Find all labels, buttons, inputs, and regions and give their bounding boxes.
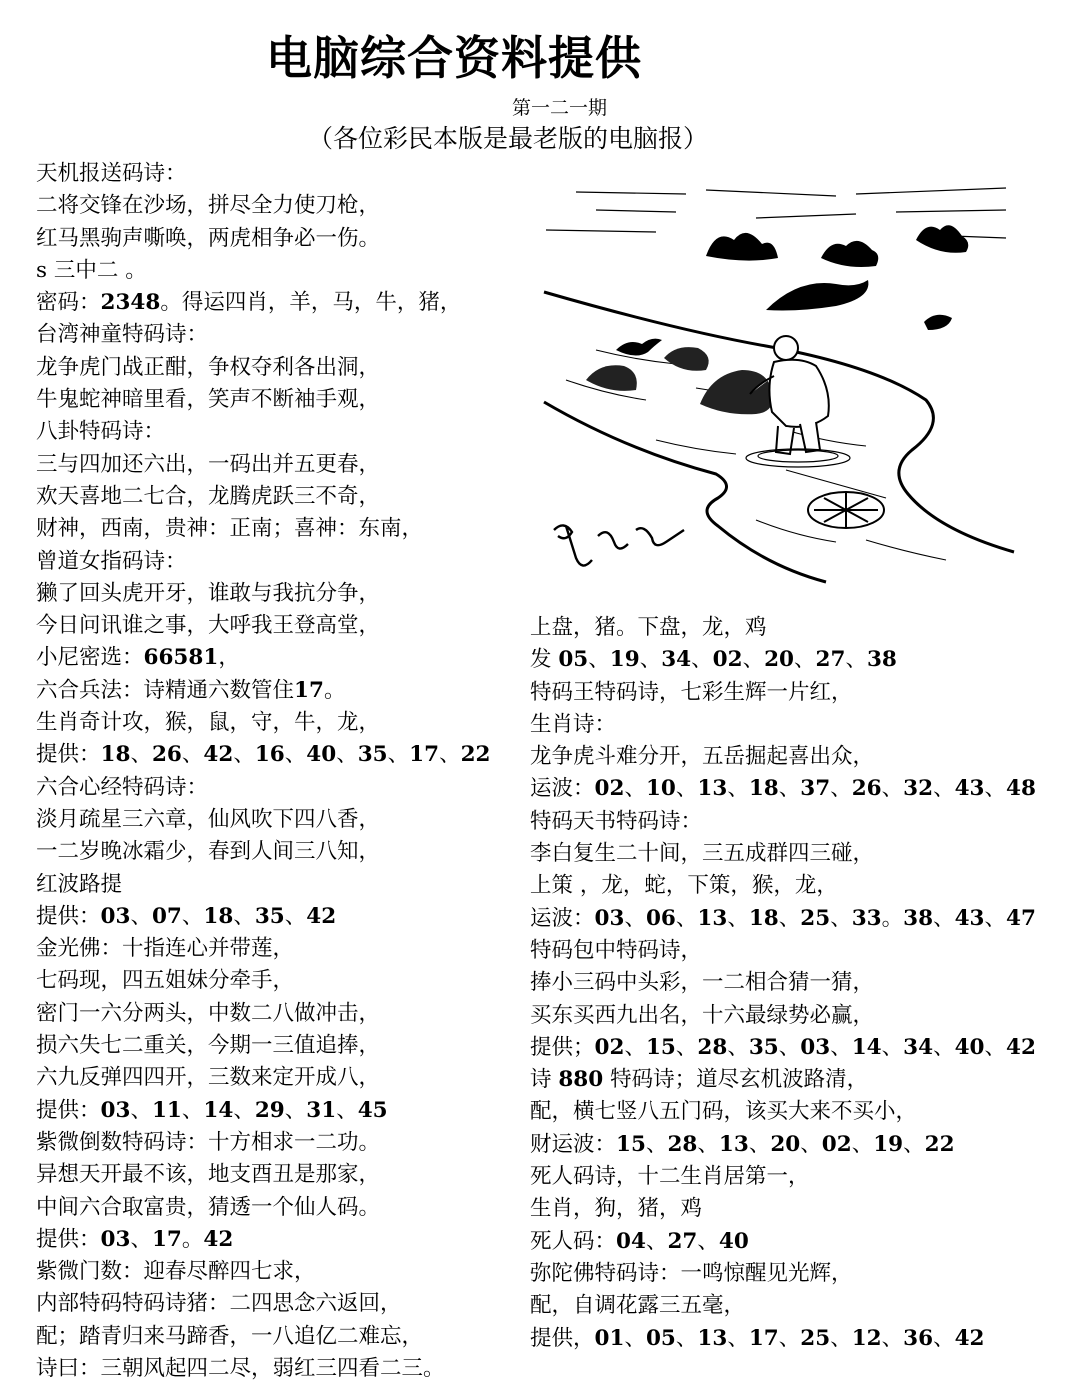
text-line: 红波路提 — [36, 871, 123, 897]
text-line: 特码包中特码诗， — [530, 937, 703, 963]
text-line: 上盘，猪。下盘，龙，鸡 — [530, 615, 767, 640]
text-line: 天机报送码诗： — [36, 161, 187, 186]
text-line: 买东买西九出名，十六最绿势必赢， — [530, 1002, 875, 1028]
text-line: 淡月疏星三六章，仙风吹下四八香， — [36, 806, 381, 832]
text-line: 六合心经特码诗： — [36, 774, 209, 800]
text-line: 发 05、19、34、02、20、27、38 — [530, 647, 897, 673]
text-line: 提供：03、07、18、35、42 — [36, 903, 337, 929]
text-line: 生肖，狗，猪，鸡 — [530, 1196, 703, 1222]
river-rocks — [586, 347, 773, 414]
text-line: 台湾神童特码诗： — [36, 322, 209, 348]
text-line: 内部特码特码诗猪：二四思念六返回， — [36, 1291, 402, 1317]
text-line: 上策 ，龙，蛇，下策，猴，龙， — [530, 873, 838, 899]
text-line: 中间六合取富贵，猜透一个仙人码。 — [36, 1194, 381, 1220]
text-line: 配，自调花露三五毫， — [530, 1293, 746, 1319]
text-line: 生肖诗： — [530, 711, 617, 737]
duck — [616, 339, 662, 356]
text-line: 今日问讯谁之事，大呼我王登高堂， — [36, 613, 381, 639]
text-line: 提供：18、26、42、16、40、35、17、22 — [36, 742, 491, 768]
left-text-column — [36, 158, 491, 1385]
signature — [554, 525, 684, 565]
rock-mound-2 — [924, 315, 952, 330]
text-line: 提供，01、05、13、17、25、12、36、42 — [530, 1325, 985, 1351]
text-line: 二将交锋在沙场，拼尽全力使刀枪， — [36, 193, 381, 219]
text-line: 欢天喜地二七合，龙腾虎跃三不奇， — [36, 483, 381, 509]
text-line: 诗 880 特码诗；道尽玄机波路清， — [530, 1067, 869, 1093]
fisherman-ripples — [746, 449, 850, 467]
text-line: 损六失七二重关，今期一三值追捧， — [36, 1033, 381, 1059]
text-line: 特码天书特码诗： — [530, 808, 703, 834]
text-line: 小尼密选：66581， — [36, 645, 240, 671]
page-title: 电脑综合资料提供 — [266, 31, 642, 85]
text-line: 李白复生二十间，三五成群四三碰， — [530, 841, 875, 867]
river-cartoon-illustration — [536, 180, 1016, 585]
issue-number: 第一二一期 — [512, 97, 608, 119]
text-line: 弥陀佛特码诗：一鸣惊醒见光辉， — [530, 1260, 853, 1286]
text-line: 龙争虎门战正酣，争权夺利各出洞， — [36, 354, 381, 380]
right-text-column — [530, 612, 1036, 1355]
page-subtitle: （各位彩民本版是最老版的电脑报） — [308, 124, 709, 153]
text-line: 牛鬼蛇神暗里看，笑声不断袖手观， — [36, 387, 381, 413]
text-line: 特码王特码诗，七彩生辉一片红， — [530, 679, 853, 705]
text-line: 六九反弹四四开，三数来定开成八， — [36, 1065, 381, 1091]
text-line: 七码现，四五姐妹分牵手， — [36, 968, 295, 994]
text-line: 曾道女指码诗： — [36, 548, 187, 574]
text-line: 财运波：15、28、13、20、02、19、22 — [530, 1131, 955, 1157]
text-line: 捧小三码中头彩，一二相合猜一猜， — [530, 970, 875, 996]
text-line: 密码：2348。得运四肖，羊，马，牛，猪， — [36, 290, 462, 316]
text-line: 提供；02、15、28、35、03、14、34、40、42 — [530, 1034, 1036, 1060]
text-line: 提供：03、17。42 — [36, 1226, 234, 1252]
text-line: 配；踏青归来马蹄香，一八追亿二难忘， — [36, 1323, 424, 1349]
text-line: 金光佛：十指连心并带莲， — [36, 936, 295, 962]
text-line: 提供：03、11、14、29、31、45 — [36, 1097, 388, 1123]
text-line: s 三中二 。 — [36, 257, 147, 283]
text-line: 三与四加还六出，一码出并五更春， — [36, 451, 381, 477]
text-line: 红马黑驹声嘶唤，两虎相争必一伤。 — [36, 225, 381, 251]
text-line: 紫微倒数特码诗：十方相求一二功。 — [36, 1129, 381, 1155]
text-line: 龙争虎斗难分开，五岳掘起喜出众， — [530, 744, 875, 770]
text-line: 獭了回头虎开牙，谁敢与我抗分争， — [36, 580, 381, 606]
text-line: 死人码诗，十二生肖居第一， — [530, 1164, 810, 1190]
text-line: 配，横七竖八五门码，该买大来不买小， — [530, 1099, 918, 1125]
text-line: 运波：03、06、13、18、25、33。38、43、47 — [530, 905, 1036, 931]
text-line: 八卦特码诗： — [36, 419, 166, 445]
text-line: 生肖奇计攻，猴，鼠，守，牛，龙， — [36, 710, 381, 736]
distant-bushes — [706, 225, 968, 267]
text-line: 财神，西南，贵神：正南；喜神：东南， — [36, 516, 424, 542]
text-line: 异想天开最不该，地支酉丑是那家， — [36, 1162, 381, 1188]
floating-hat — [808, 492, 884, 528]
text-line: 诗曰：三朝风起四二尽，弱红三四看二三。 — [36, 1355, 445, 1381]
text-line: 死人码：04、27、40 — [530, 1228, 749, 1254]
text-line: 六合兵法：诗精通六数管住17。 — [36, 677, 346, 703]
text-line: 紫微门数：迎春尽醉四七求， — [36, 1259, 316, 1285]
text-line: 运波：02、10、13、18、37、26、32、43、48 — [530, 776, 1036, 802]
text-line: 一二岁晚冰霜少，春到人间三八知， — [36, 839, 381, 865]
text-line: 密门一六分两头，中数二八做冲击， — [36, 1000, 381, 1026]
rock-mound — [766, 280, 868, 311]
